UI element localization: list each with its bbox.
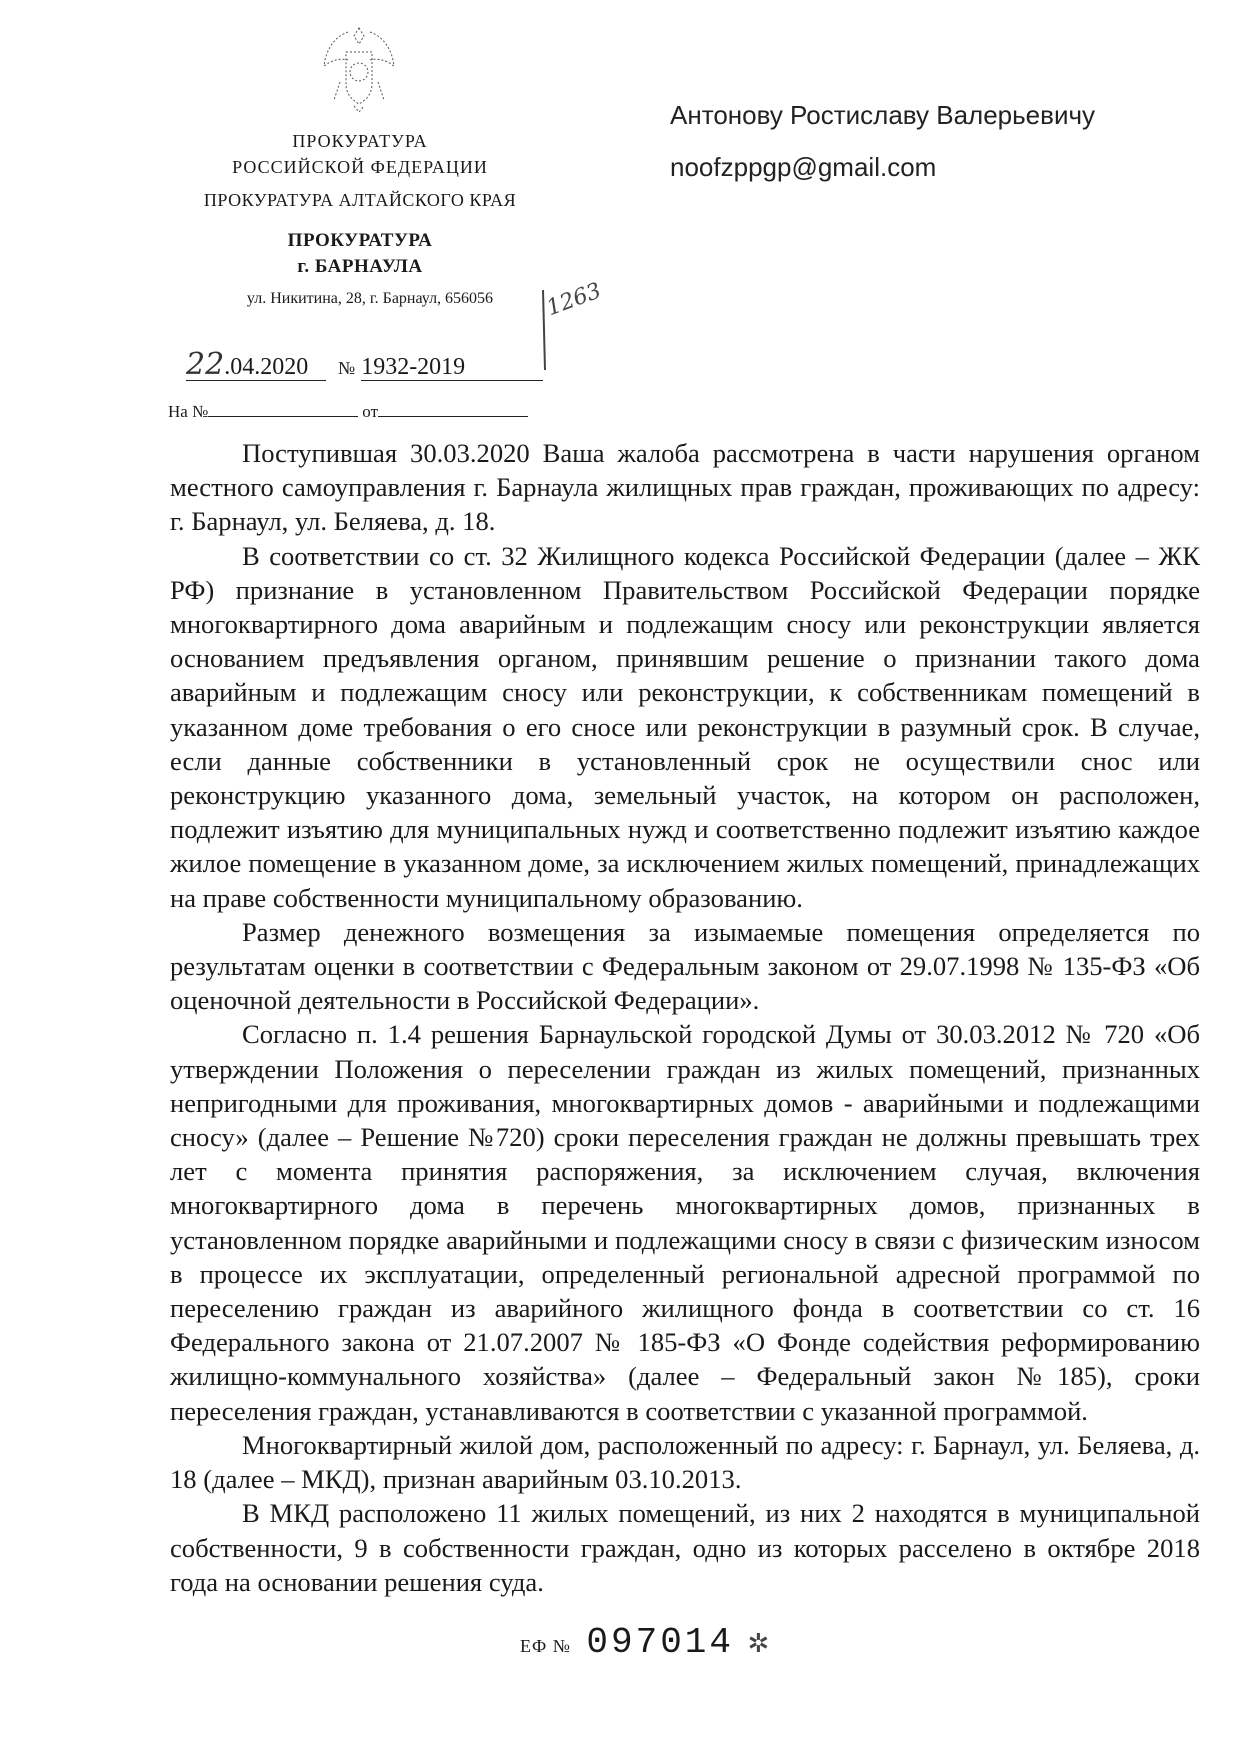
paragraph-4: Согласно п. 1.4 решения Барнаульской городской Думы от 30.03.2012 № 720 «Об утверждении Положения о переселении граждан из жилых помещений, признанных непригодными для проживания, многоквартирных домов - аварийными и подлежащими сносу» (далее – Решение №720) сроки переселения граждан не должны превышать трех лет с момента принятия распоряжения, за исключением случая, включения многоквартирного дома в перечень многоквартирных домов, признанных в установленном порядке аварийными и подлежащими сносу в связи с физическим износом в процессе их эксплуатации, определенный региональной адресной программой по переселению граждан из аварийного жилищного фонда в соответствии со ст. 16 Федерального закона от 21.07.2007 № 185-ФЗ «О Фонде содействия реформированию жилищно-коммунального хозяйства» (далее – Федеральный закон №185), сроки переселения граждан, устанавливаются в соответствии с указанной программой. <box>170 1019 1200 1426</box>
paragraph-1: Поступившая 30.03.2020 Ваша жалоба рассмотрена в части нарушения органом местного самоуправления г. Барнаула жилищных прав граждан, проживающих по адресу: г. Барнаул, ул. Беляева, д. 18. <box>170 438 1200 537</box>
paragraph-3: Размер денежного возмещения за изымаемые помещения определяется по результатам оценки в соответствии с Федеральным законом от 29.07.1998 № 135-ФЗ «Об оценочной деятельности в Российской Федерации». <box>170 916 1200 1016</box>
org-line-altai: ПРОКУРАТУРА АЛТАЙСКОГО КРАЯ <box>203 190 517 210</box>
recipient-email: noofzppgp@gmail.com <box>670 152 937 182</box>
handwritten-day: 22 <box>186 347 225 382</box>
paragraph-5: Многоквартирный жилой дом, расположенный по адресу: г. Барнаул, ул. Беляева, д. 18 (далее – МКД), признан аварийным 03.10.2013. <box>170 1429 1200 1495</box>
org-header-prosecutor-rf <box>170 128 550 180</box>
outgoing-number: 1932-2019 <box>361 354 543 381</box>
reply-reference-line <box>168 402 528 422</box>
reply-to-blank <box>208 416 358 417</box>
org-address: ул. Никитина, 28, г. Барнаул, 656056 <box>246 290 494 307</box>
org-line-city: г. БАРНАУЛА <box>297 256 423 277</box>
recipient-name: Антонову Ростиславу Валерьевичу <box>670 100 1096 130</box>
org-line-prokuratura-city: ПРОКУРАТУРА <box>287 230 433 251</box>
from-blank <box>378 416 528 417</box>
paragraph-2: В соответствии со ст. 32 Жилищного кодекса Российской Федерации (далее – ЖК РФ) признание в установленном Правительством Российской Федерации порядке многоквартирного дома аварийным и подлежащим сносу или реконструкции является основанием предъявления органом, принявшим решение о признании такого дома аварийным и подлежащим сносу или реконструкции, к собственникам помещений в указанном доме требования о его сносе или реконструкции в разумный срок. В случае, если данные собственники в установленный срок не осуществили снос или реконструкцию указанного дома, земельный участок, на котором он расположен, подлежит изъятию для муниципальных нужд и соответственно подлежит изъятию каждое жилое помещение в указанном доме, за исключением жилых помещений, принадлежащих на праве собственности муниципальному образованию. <box>170 540 1200 913</box>
form-serial <box>520 1622 770 1663</box>
paragraph-6: В МКД расположено 11 жилых помещений, из них 2 находятся в муниципальной собственности, 9 в собственности граждан, одно из которых расселено в октябре 2018 года на основании решения суда. <box>170 1498 1200 1597</box>
date-month-year: .04.2020 <box>224 354 309 380</box>
org-line-rf: РОССИЙСКОЙ ФЕДЕРАЦИИ <box>232 157 488 177</box>
form-serial-number: 097014 <box>586 1622 735 1663</box>
org-line-prokuratura: ПРОКУРАТУРА <box>292 131 428 151</box>
from-label: от <box>362 402 379 421</box>
handwritten-registration-mark <box>535 270 615 380</box>
org-header-barnaul <box>170 228 550 280</box>
emblem-mark-icon: ✲ <box>747 1629 771 1658</box>
coat-of-arms-emblem <box>318 22 400 114</box>
reply-to-label: На № <box>168 402 209 421</box>
letter-body <box>170 436 1200 1599</box>
number-label: № <box>338 358 356 378</box>
form-serial-label: ЕФ № <box>520 1636 571 1656</box>
handwritten-number: 1263 <box>543 278 605 322</box>
outgoing-date-number <box>186 347 543 382</box>
outgoing-date <box>186 347 326 382</box>
